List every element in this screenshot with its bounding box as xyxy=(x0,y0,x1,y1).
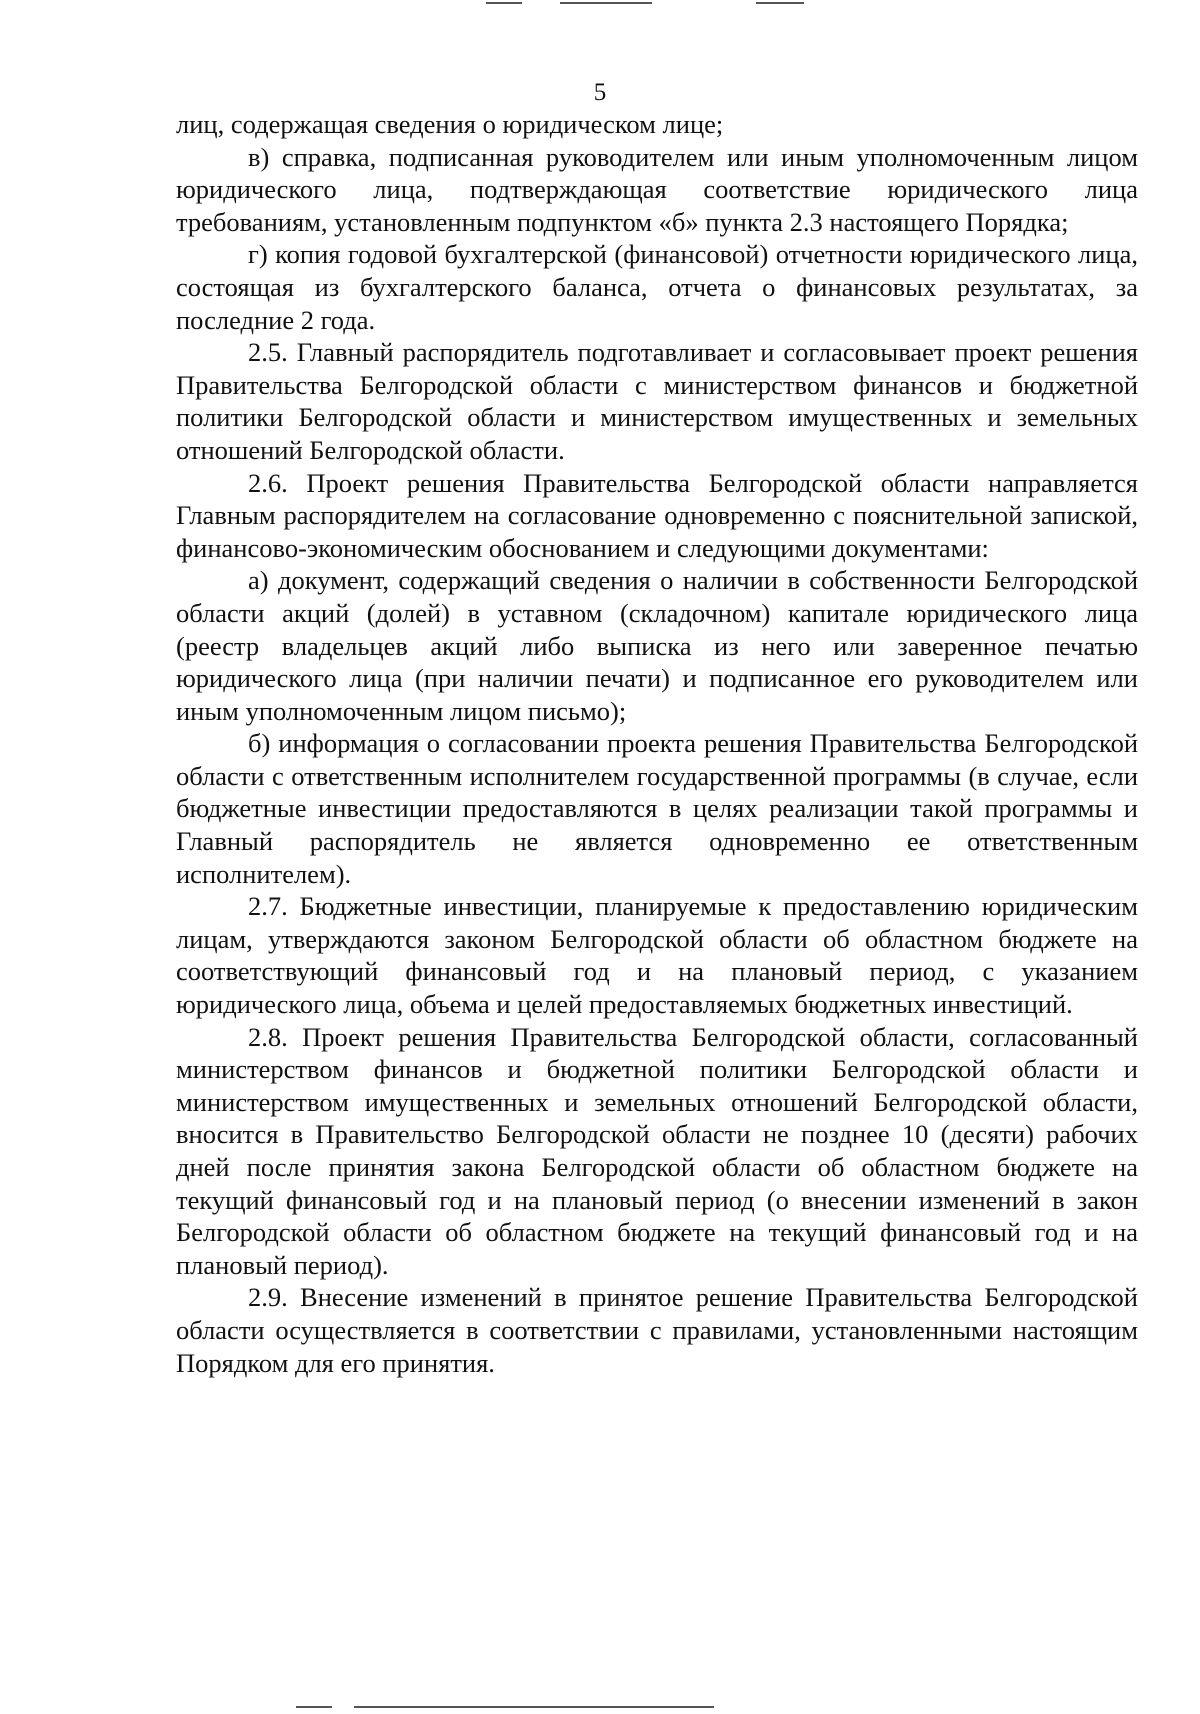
paragraph-continuation: лиц, содержащая сведения о юридическом лице; xyxy=(176,109,724,139)
page-number: 5 xyxy=(593,79,607,106)
scan-artifact-line xyxy=(486,2,522,4)
paragraph-2-7: 2.7. Бюджетные инвестиции, планируемые к предоставлению юридическим лицам, утверждаются законом Белгородской области об областном бюджете на соответствующий финансовый год и на плановый период, с указанием юридического лица, объема и целей предоставляемых бюджетных инвестиций. xyxy=(176,891,1138,1020)
paragraph-item-v: в) справка, подписанная руководителем или иным уполномоченным лицом юридического лица, подтверждающая соответствие юридического лица требованиям, установленным подпунктом «б» пункта 2.3 настоящего Порядка; xyxy=(176,141,1138,237)
paragraph-2-8: 2.8. Проект решения Правительства Белгородской области, согласованный министерством финансов и бюджетной политики Белгородской области и министерством имущественных и земельных отношений Белгородской области, вносится в Правительство Белгородской области не позднее 10 (десяти) рабочих дней после принятия закона Белгородской области об областном бюджете на текущий финансовый год и на плановый период (о внесении изменений в закон Белгородской области об областном бюджете на текущий финансовый год и на плановый период). xyxy=(176,1021,1138,1280)
scan-artifact-line xyxy=(296,1706,332,1708)
document-body xyxy=(176,108,1138,1379)
paragraph-2-5: 2.5. Главный распорядитель подготавливает и согласовывает проект решения Правительства Белгородской области с министерством финансов и бюджетной политики Белгородской области и министерством имущественных и земельных отношений Белгородской области. xyxy=(176,337,1138,465)
paragraph-2-9: 2.9. Внесение изменений в принятое решение Правительства Белгородской области осуществляется в соответствии с правилами, установленными настоящим Порядком для его принятия. xyxy=(176,1282,1138,1378)
scan-artifact-line xyxy=(756,2,804,4)
paragraph-item-a: а) документ, содержащий сведения о наличии в собственности Белгородской области акций (долей) в уставном (складочном) капитале юридического лица (реестр владельцев акций либо выписка из него или заверенное печатью юридического лица (при наличии печати) и подписанное его руководителем или иным уполномоченным лицом письмо); xyxy=(176,565,1138,726)
scan-artifact-line xyxy=(560,2,652,4)
scan-artifact-line xyxy=(354,1706,714,1708)
paragraph-item-b: б) информация о согласовании проекта решения Правительства Белгородской области с ответственным исполнителем государственной программы (в случае, если бюджетные инвестиции предоставляются в целях реализации такой программы и Главный распорядитель не является одновременно ее ответственным исполнителем). xyxy=(176,728,1138,889)
paragraph-2-6: 2.6. Проект решения Правительства Белгородской области направляется Главным распорядителем на согласование одновременно с пояснительной запиской, финансово-экономическим обоснованием и следующими документами: xyxy=(176,467,1138,563)
paragraph-item-g: г) копия годовой бухгалтерской (финансовой) отчетности юридического лица, состоящая из бухгалтерского баланса, отчета о финансовых результатах, за последние 2 года. xyxy=(176,239,1138,335)
